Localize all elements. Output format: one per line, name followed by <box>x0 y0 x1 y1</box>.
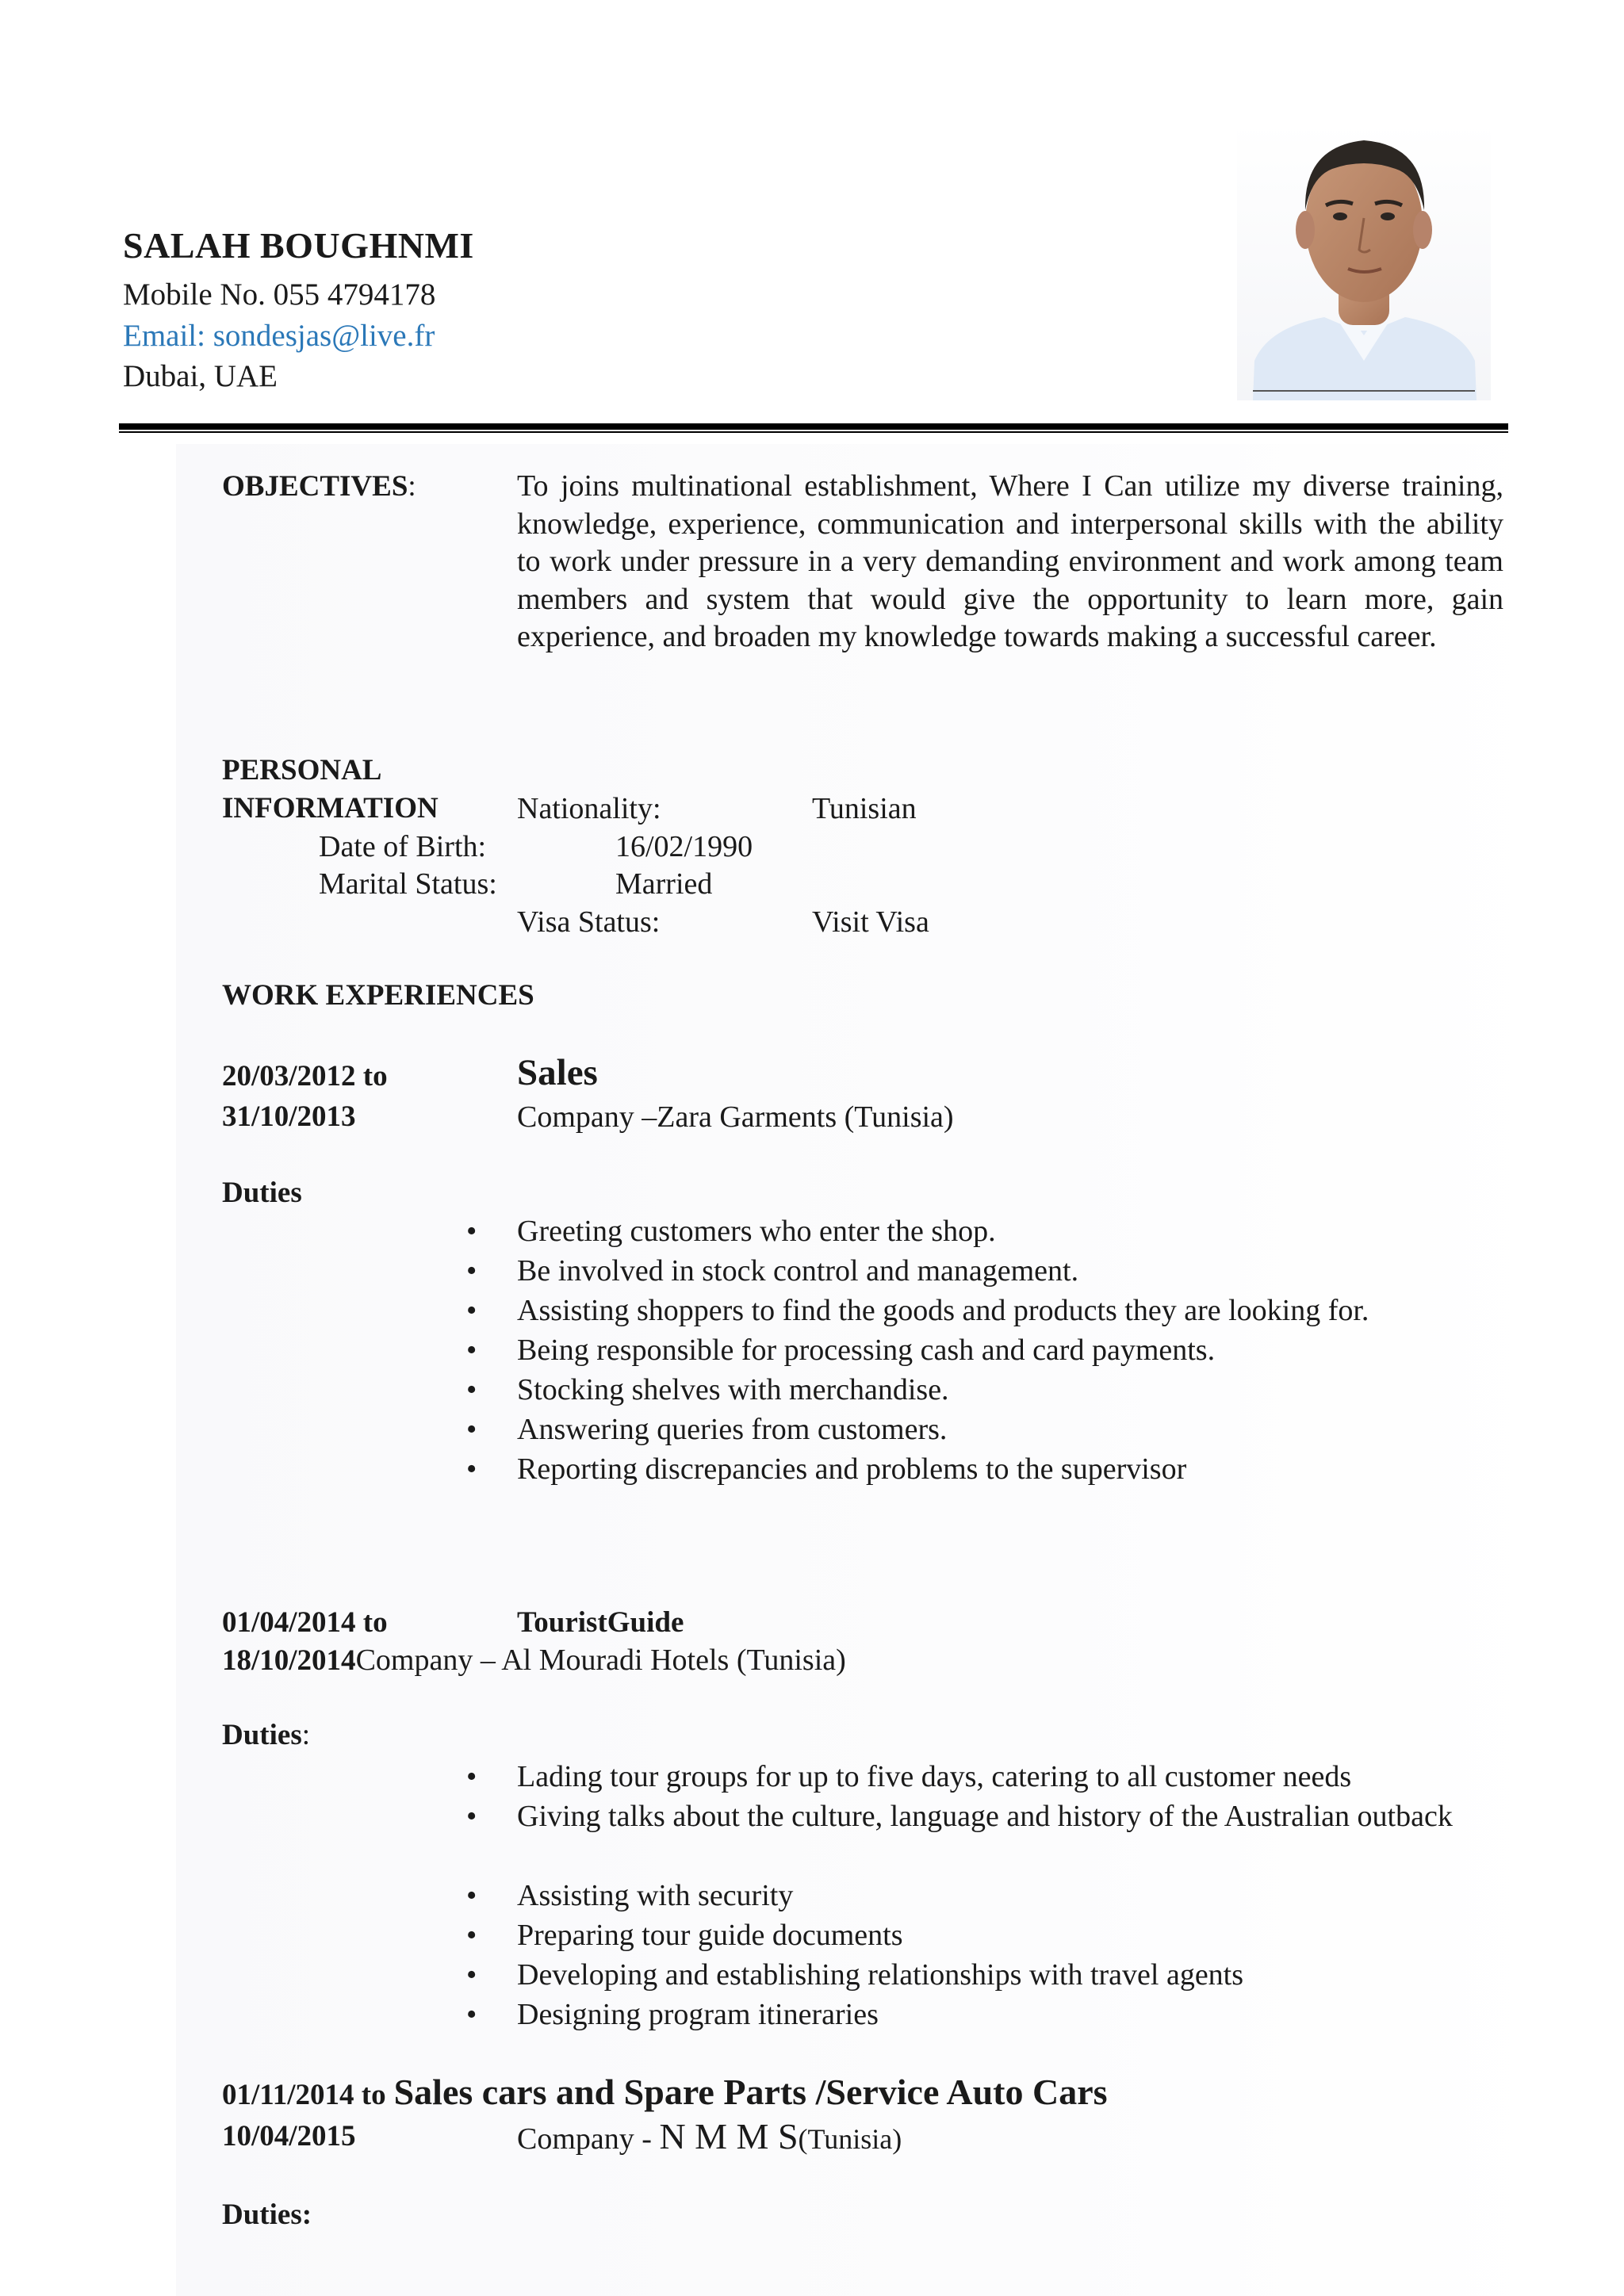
list-item: Lading tour groups for up to five days, catering to all customer needs <box>517 1760 1352 1793</box>
list-item: Preparing tour guide documents <box>517 1919 903 1952</box>
nationality-label: Nationality: <box>517 792 661 825</box>
list-item: Developing and establishing relationships with travel agents <box>517 1958 1244 1992</box>
personal-label-line2: INFORMATION <box>222 792 439 825</box>
job2-duties-list <box>466 1757 1461 2034</box>
job1-company: Company –Zara Garments (Tunisia) <box>517 1100 954 1134</box>
personal-label-line1: PERSONAL <box>222 754 382 786</box>
job2-company: Company – Al Mouradi Hotels (Tunisia) <box>355 1644 846 1677</box>
job1-title: Sales <box>517 1052 598 1093</box>
job2-date-from: 01/04/2014 to <box>222 1606 388 1639</box>
header-divider-thin <box>119 431 1508 433</box>
mobile-number: Mobile No. 055 4794178 <box>123 277 436 312</box>
list-item: Greeting customers who enter the shop. <box>517 1215 996 1248</box>
list-item: Assisting shoppers to find the goods and products they are looking for. <box>517 1294 1369 1327</box>
email-link[interactable]: Email: sondesjas@live.fr <box>123 319 435 353</box>
job2-date-company-line <box>222 1643 846 1678</box>
list-item: Stocking shelves with merchandise. <box>517 1373 949 1406</box>
list-item: Be involved in stock control and management. <box>517 1254 1079 1288</box>
job1-duties-label: Duties <box>222 1177 302 1209</box>
list-item: Giving talks about the culture, language and history of the Australian outback <box>517 1800 1453 1833</box>
candidate-name: SALAH BOUGHNMI <box>123 225 474 266</box>
list-item: Being responsible for processing cash and card payments. <box>517 1334 1216 1367</box>
dob-value: 16/02/1990 <box>615 830 753 863</box>
objectives-label: OBJECTIVES: <box>222 470 416 503</box>
job3-duties-label: Duties: <box>222 2198 312 2231</box>
list-item: Reporting discrepancies and problems to the supervisor <box>517 1452 1187 1486</box>
header-divider <box>119 423 1508 430</box>
job3-header-line <box>222 2071 1108 2113</box>
profile-photo <box>1237 123 1491 400</box>
job2-title: TouristGuide <box>517 1606 684 1639</box>
job3-date-to: 10/04/2015 <box>222 2120 356 2152</box>
job3-company: Company - N M M S(Tunisia) <box>517 2116 902 2156</box>
location: Dubai, UAE <box>123 359 278 393</box>
marital-value: Married <box>615 867 713 901</box>
dob-label: Date of Birth: <box>319 830 487 863</box>
job3-date-from: 01/11/2014 to <box>222 2079 386 2111</box>
objectives-text: To joins multinational establishment, Where I Can utilize my diverse training, knowledge, experience, communication and interpersonal skills with the ability to work under pressure in a very demanding environment and work among team members and system that would give the opportunity to learn more, gain experience, and broaden my knowledge towards making a successful career. <box>517 469 1503 653</box>
list-item: Assisting with security <box>517 1879 794 1912</box>
job1-date-from: 20/03/2012 to <box>222 1060 388 1093</box>
list-item: Designing program itineraries <box>517 1998 879 2031</box>
nationality-value: Tunisian <box>812 792 917 825</box>
marital-label: Marital Status: <box>319 867 497 901</box>
visa-label: Visa Status: <box>517 905 661 939</box>
job1-duties-list <box>466 1211 1369 1489</box>
job3-title: Sales cars and Spare Parts /Service Auto Cars <box>393 2072 1108 2112</box>
visa-value: Visit Visa <box>812 905 929 939</box>
list-item: Answering queries from customers. <box>517 1413 948 1446</box>
job1-date-to: 31/10/2013 <box>222 1100 356 1133</box>
job2-duties-label: Duties: <box>222 1719 311 1751</box>
work-heading: WORK EXPERIENCES <box>222 979 534 1012</box>
job2-date-to: 18/10/2014 <box>222 1644 356 1677</box>
